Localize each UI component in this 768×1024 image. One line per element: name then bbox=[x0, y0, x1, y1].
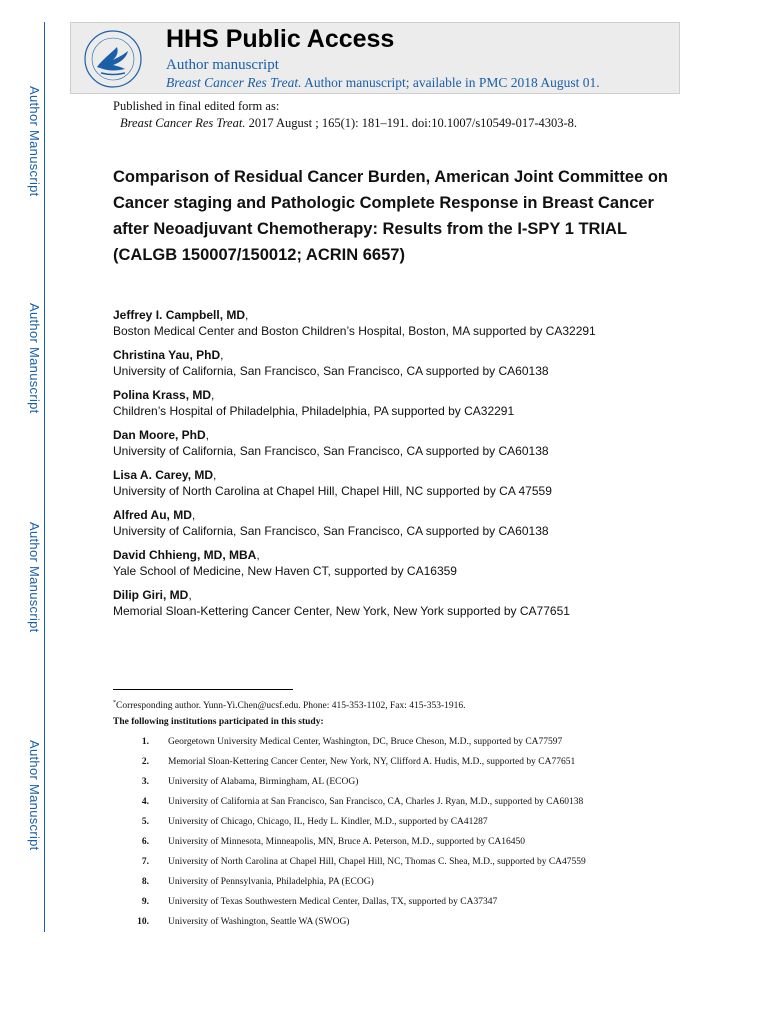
institution-number: 3. bbox=[141, 777, 149, 787]
hhs-header bbox=[70, 22, 680, 94]
institution-number: 4. bbox=[141, 797, 149, 807]
footnote-text: Corresponding author. Yunn-Yi.Chen@ucsf.edu. Phone: 415-353-1102, Fax: 415-353-1916. bbox=[116, 701, 466, 712]
margin-label-4: Author Manuscript bbox=[27, 740, 42, 851]
margin-label-1: Author Manuscript bbox=[27, 86, 42, 197]
author-entry bbox=[113, 308, 713, 339]
institution-item bbox=[113, 857, 673, 877]
author-entry bbox=[113, 468, 713, 499]
author-affiliation: Children’s Hospital of Philadelphia, Philadelphia, PA supported by CA32291 bbox=[113, 404, 515, 418]
author-name bbox=[113, 428, 713, 443]
author-affiliation: University of California, San Francisco, San Francisco, CA supported by CA60138 bbox=[113, 524, 549, 538]
author-name-comma: , bbox=[213, 468, 217, 482]
author-name-text: Lisa A. Carey, MD bbox=[113, 468, 214, 482]
institution-item bbox=[113, 817, 673, 837]
institution-item bbox=[113, 777, 673, 797]
institution-item bbox=[113, 917, 673, 937]
header-journal-name: Breast Cancer Res Treat. bbox=[166, 75, 302, 90]
institution-text: University of Texas Southwestern Medical Center, Dallas, TX, supported by CA37347 bbox=[168, 897, 498, 907]
author-name-comma: , bbox=[211, 388, 215, 402]
author-entry bbox=[113, 388, 713, 419]
institution-number: 8. bbox=[141, 877, 149, 887]
margin-rule bbox=[44, 22, 45, 932]
header-title: HHS Public Access bbox=[166, 25, 395, 53]
institution-text: University of North Carolina at Chapel Hill, Chapel Hill, NC, Thomas C. Shea, M.D., supported by CA47559 bbox=[168, 857, 586, 867]
institution-item bbox=[113, 737, 673, 757]
institution-number: 6. bbox=[141, 837, 149, 847]
author-entry bbox=[113, 508, 713, 539]
header-availability: Author manuscript; available in PMC 2018 August 01. bbox=[301, 75, 600, 90]
article-title: Comparison of Residual Cancer Burden, American Joint Committee on Cancer staging and Pathologic Complete Response in Breast Cancer after Neoadjuvant Chemotherapy: Results from the I-SPY 1 TRIAL (CALGB 150007/150012; ACRIN 6657) bbox=[113, 168, 668, 264]
citation-journal-name: Breast Cancer Res Treat. bbox=[120, 116, 246, 130]
author-name-comma: , bbox=[220, 348, 224, 362]
author-affiliation: University of North Carolina at Chapel Hill, Chapel Hill, NC supported by CA 47559 bbox=[113, 484, 552, 498]
footnote-marker: * bbox=[113, 700, 116, 706]
author-name-comma: , bbox=[256, 548, 260, 562]
margin-label-2: Author Manuscript bbox=[27, 303, 42, 414]
author-entry bbox=[113, 348, 713, 379]
margin-label-3: Author Manuscript bbox=[27, 522, 42, 633]
institution-item bbox=[113, 757, 673, 777]
institution-number: 9. bbox=[141, 897, 149, 907]
institutions-heading: The following institutions participated in this study: bbox=[113, 717, 324, 727]
author-affiliation: Boston Medical Center and Boston Children’s Hospital, Boston, MA supported by CA32291 bbox=[113, 324, 596, 338]
author-entry bbox=[113, 548, 713, 579]
author-name bbox=[113, 308, 713, 323]
author-name-comma: , bbox=[205, 428, 210, 442]
institution-number: 7. bbox=[141, 857, 149, 867]
institution-text: University of California at San Francisco, San Francisco, CA, Charles J. Ryan, M.D., supported by CA60138 bbox=[168, 797, 584, 807]
institution-number: 2. bbox=[141, 757, 149, 767]
institution-text: Georgetown University Medical Center, Washington, DC, Bruce Cheson, M.D., supported by CA77597 bbox=[168, 737, 563, 747]
citation-details: 2017 August ; 165(1): 181–191. doi:10.1007/s10549-017-4303-8. bbox=[245, 116, 578, 130]
hhs-eagle-seal-icon bbox=[83, 29, 143, 89]
author-name-comma: , bbox=[188, 588, 192, 602]
author-name bbox=[113, 588, 713, 603]
institution-item bbox=[113, 797, 673, 817]
author-name-text: Jeffrey I. Campbell, MD bbox=[113, 308, 246, 322]
author-name bbox=[113, 508, 713, 523]
published-label: Published in final edited form as: bbox=[113, 99, 280, 113]
institutions-list bbox=[113, 737, 673, 937]
institution-number: 5. bbox=[141, 817, 149, 827]
author-name-text: Dilip Giri, MD bbox=[113, 588, 189, 602]
institution-text: University of Pennsylvania, Philadelphia, PA (ECOG) bbox=[168, 877, 374, 887]
header-journal-line bbox=[166, 75, 600, 91]
author-name-text: Alfred Au, MD bbox=[113, 508, 192, 522]
institution-item bbox=[113, 877, 673, 897]
institution-item bbox=[113, 897, 673, 917]
institution-text: University of Alabama, Birmingham, AL (ECOG) bbox=[168, 777, 359, 787]
author-name-text: Polina Krass, MD bbox=[113, 388, 212, 402]
institution-text: University of Washington, Seattle WA (SWOG) bbox=[168, 917, 350, 927]
author-name-text: Christina Yau, PhD bbox=[113, 348, 221, 362]
author-name bbox=[113, 548, 713, 563]
author-affiliation: Memorial Sloan-Kettering Cancer Center, New York, New York supported by CA77651 bbox=[113, 604, 570, 618]
author-name-text: David Chhieng, MD, MBA bbox=[113, 548, 257, 562]
author-entry bbox=[113, 588, 713, 619]
header-subtitle: Author manuscript bbox=[166, 57, 279, 73]
author-affiliation: Yale School of Medicine, New Haven CT, supported by CA16359 bbox=[113, 564, 457, 578]
author-entry bbox=[113, 428, 713, 459]
institution-number: 10. bbox=[137, 917, 149, 927]
author-name bbox=[113, 468, 713, 483]
author-name bbox=[113, 388, 713, 403]
institution-text: University of Minnesota, Minneapolis, MN, Bruce A. Peterson, M.D., supported by CA16450 bbox=[168, 837, 526, 847]
footnote-rule bbox=[113, 689, 293, 690]
publication-citation bbox=[120, 116, 577, 131]
author-affiliation: University of California, San Francisco, San Francisco, CA supported by CA60138 bbox=[113, 364, 549, 378]
institution-number: 1. bbox=[141, 737, 149, 747]
author-name-text: Dan Moore, PhD bbox=[113, 428, 206, 442]
author-name-comma: , bbox=[191, 508, 196, 522]
institution-text: Memorial Sloan-Kettering Cancer Center, New York, NY, Clifford A. Hudis, M.D., supported by CA77651 bbox=[168, 757, 576, 767]
corresponding-author-note bbox=[113, 700, 465, 711]
author-name-comma: , bbox=[245, 308, 249, 322]
institution-text: University of Chicago, Chicago, IL, Hedy L. Kindler, M.D., supported by CA41287 bbox=[168, 817, 488, 827]
author-list bbox=[113, 308, 713, 628]
institution-item bbox=[113, 837, 673, 857]
author-affiliation: University of California, San Francisco, San Francisco, CA supported by CA60138 bbox=[113, 444, 549, 458]
author-name bbox=[113, 348, 713, 363]
